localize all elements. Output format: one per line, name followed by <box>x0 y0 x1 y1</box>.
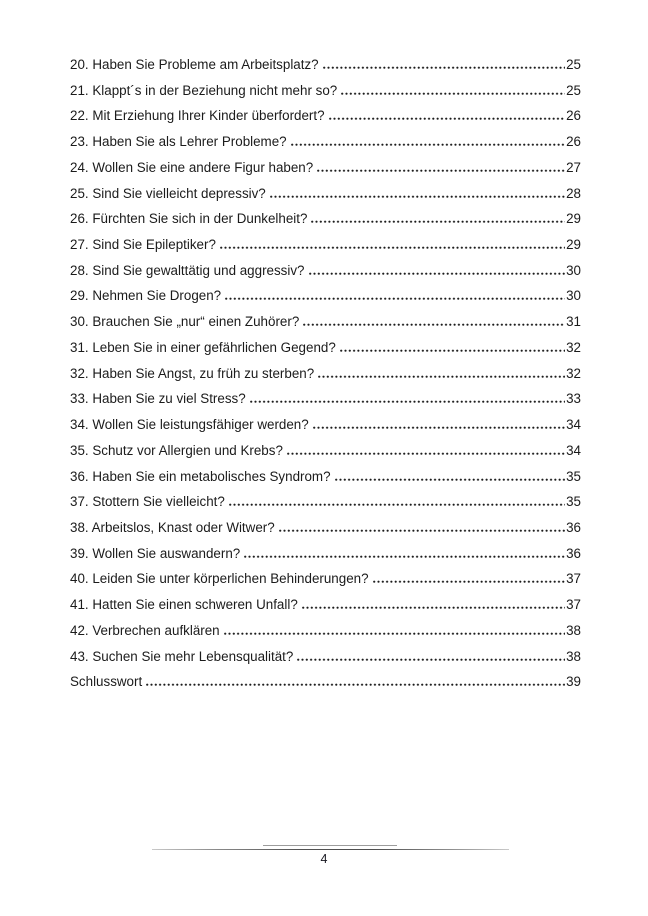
toc-entry-label: Schlusswort <box>70 674 143 690</box>
toc-entry-label: 22. Mit Erziehung Ihrer Kinder überfordert? <box>70 108 325 124</box>
dot-leader <box>323 66 565 69</box>
dot-leader <box>309 272 566 275</box>
dot-leader <box>270 195 565 198</box>
toc-entry-label: 27. Sind Sie Epileptiker? <box>70 237 216 253</box>
toc-entry-page-number: 35 <box>566 494 581 510</box>
dot-leader <box>297 658 565 661</box>
toc-entry-page-number: 32 <box>566 339 581 355</box>
dot-leader <box>317 169 565 172</box>
toc-entry-page-number: 38 <box>566 648 581 664</box>
toc-entry-page-number: 30 <box>566 262 581 278</box>
toc-entry-page-number: 33 <box>566 391 581 407</box>
toc-entry-label: 32. Haben Sie Angst, zu früh zu sterben? <box>70 365 315 381</box>
dot-leader <box>311 220 565 223</box>
toc-entry-page-number: 25 <box>566 57 581 72</box>
toc-entry-label: 20. Haben Sie Probleme am Arbeitsplatz? <box>70 57 319 72</box>
dot-leader <box>244 555 565 558</box>
toc-entry-page-number: 36 <box>566 519 581 535</box>
dot-leader <box>146 683 565 686</box>
toc-entry-label: 37. Stottern Sie vielleicht? <box>70 494 225 510</box>
dot-leader <box>287 452 565 455</box>
toc-entry-page-number: 37 <box>566 597 581 613</box>
toc-entry-page-number: 36 <box>566 545 581 561</box>
toc-entry <box>70 366 581 392</box>
toc-entry <box>70 623 581 649</box>
toc-entry-page-number: 32 <box>566 365 581 381</box>
toc-entry <box>70 134 581 160</box>
dot-leader <box>340 349 565 352</box>
toc-entry-label: 31. Leben Sie in einer gefährlichen Gegend? <box>70 339 336 355</box>
toc-entry-label: 30. Brauchen Sie „nur“ einen Zuhörer? <box>70 314 300 330</box>
toc-entry <box>70 546 581 572</box>
dot-leader <box>224 632 565 635</box>
toc-entry-page-number: 37 <box>566 571 581 587</box>
toc-entry <box>70 237 581 263</box>
toc-entry-page-number: 34 <box>566 417 581 433</box>
dot-leader <box>225 297 565 300</box>
toc-entry-page-number: 27 <box>566 159 581 175</box>
toc-entry-page-number: 38 <box>566 622 581 638</box>
dot-leader <box>329 117 566 120</box>
toc-entry <box>70 417 581 443</box>
page-number: 4 <box>320 852 328 866</box>
toc-entry-label: 42. Verbrechen aufklären <box>70 622 220 638</box>
toc-entry-page-number: 28 <box>566 185 581 201</box>
toc-entry <box>70 649 581 675</box>
toc-entry-label: 40. Leiden Sie unter körperlichen Behinderungen? <box>70 571 369 587</box>
toc-entry-label: 24. Wollen Sie eine andere Figur haben? <box>70 159 314 175</box>
dot-leader <box>291 143 565 146</box>
dot-leader <box>313 426 565 429</box>
toc-entry-label: 26. Fürchten Sie sich in der Dunkelheit? <box>70 211 308 227</box>
dot-leader <box>373 580 566 583</box>
toc-entry <box>70 340 581 366</box>
toc-entry-label: 43. Suchen Sie mehr Lebensqualität? <box>70 648 294 664</box>
toc-entry <box>70 469 581 495</box>
toc-entry-page-number: 30 <box>566 288 581 304</box>
toc-entry <box>70 674 581 700</box>
dot-leader <box>279 529 565 532</box>
dot-leader <box>335 478 566 481</box>
footer-separator-upper-line <box>263 845 397 846</box>
toc-entry-page-number: 31 <box>566 314 581 330</box>
toc-entry-page-number: 35 <box>566 468 581 484</box>
toc-entry <box>70 186 581 212</box>
dot-leader <box>341 92 565 95</box>
dot-leader <box>318 375 565 378</box>
toc-entry <box>70 571 581 597</box>
toc-entry-page-number: 26 <box>566 134 581 150</box>
toc-entry <box>70 211 581 237</box>
toc-entry-page-number: 34 <box>566 442 581 458</box>
dot-leader <box>302 606 565 609</box>
toc-entry-label: 39. Wollen Sie auswandern? <box>70 545 241 561</box>
toc-entry-label: 25. Sind Sie vielleicht depressiv? <box>70 185 266 201</box>
toc-entry-label: 23. Haben Sie als Lehrer Probleme? <box>70 134 287 150</box>
toc-entry-label: 28. Sind Sie gewalttätig und aggressiv? <box>70 262 305 278</box>
toc-entry <box>70 391 581 417</box>
toc-entry <box>70 494 581 520</box>
toc-entry-label: 35. Schutz vor Allergien und Krebs? <box>70 442 283 458</box>
toc-entry <box>70 83 581 109</box>
toc-entry <box>70 520 581 546</box>
toc-entry-page-number: 25 <box>566 82 581 98</box>
toc-entry-label: 29. Nehmen Sie Drogen? <box>70 288 222 304</box>
toc-entry-page-number: 29 <box>566 237 581 253</box>
toc-entry <box>70 597 581 623</box>
footer-separator-line <box>152 849 509 850</box>
toc-entry <box>70 57 581 83</box>
dot-leader <box>303 323 565 326</box>
dot-leader <box>250 400 565 403</box>
toc-entry-label: 33. Haben Sie zu viel Stress? <box>70 391 246 407</box>
toc-entry-label: 34. Wollen Sie leistungsfähiger werden? <box>70 417 309 433</box>
toc-entry-label: 21. Klappt´s in der Beziehung nicht mehr so? <box>70 82 338 98</box>
toc-entry <box>70 160 581 186</box>
toc-entry-page-number: 26 <box>566 108 581 124</box>
toc-entry-label: 41. Hatten Sie einen schweren Unfall? <box>70 597 298 613</box>
dot-leader <box>229 503 565 506</box>
table-of-contents <box>70 57 581 700</box>
toc-entry-page-number: 29 <box>566 211 581 227</box>
toc-entry-label: 36. Haben Sie ein metabolisches Syndrom? <box>70 468 331 484</box>
toc-entry <box>70 288 581 314</box>
toc-entry <box>70 108 581 134</box>
toc-entry <box>70 263 581 289</box>
dot-leader <box>220 246 565 249</box>
toc-entry <box>70 314 581 340</box>
toc-entry-page-number: 39 <box>566 674 581 690</box>
toc-entry-label: 38. Arbeitslos, Knast oder Witwer? <box>70 519 275 535</box>
toc-entry <box>70 443 581 469</box>
